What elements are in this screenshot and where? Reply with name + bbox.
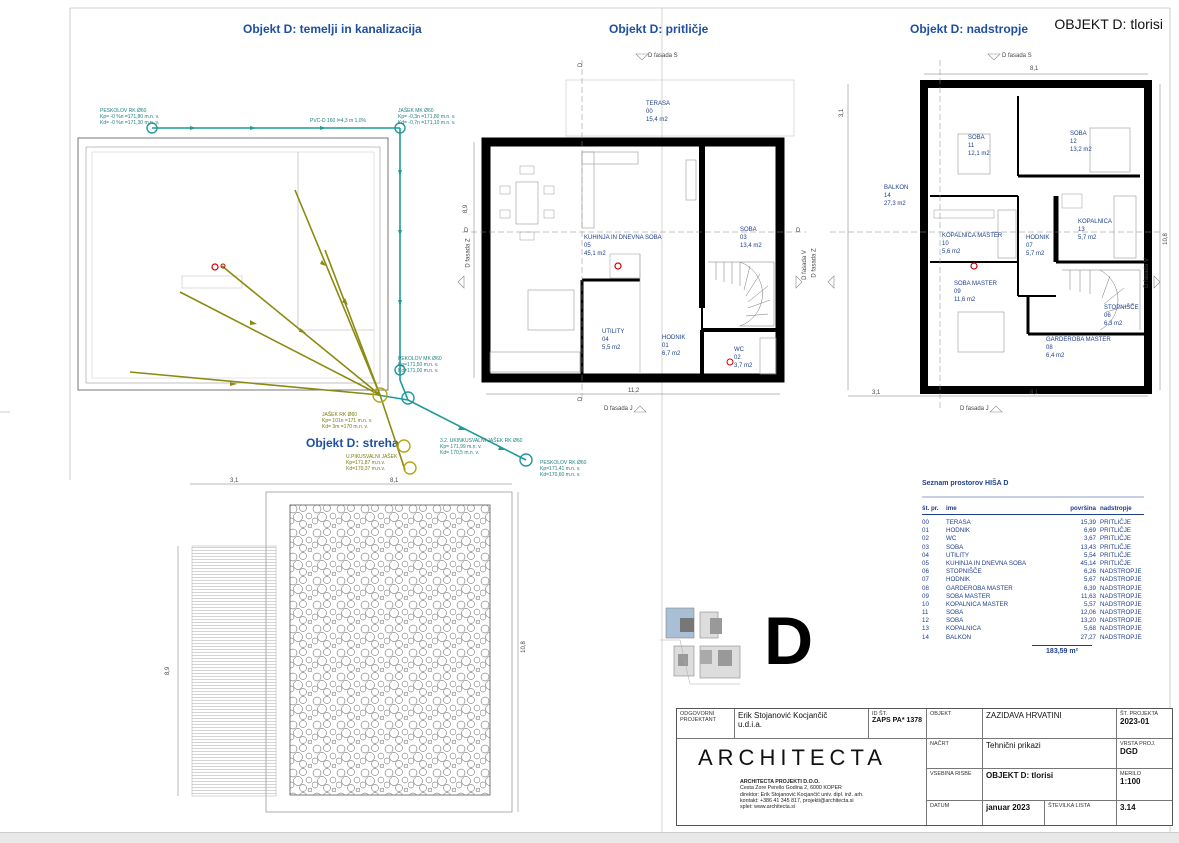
drain-label-7: 3.2. UKINKUSVALNI JAŠEK RK Ø60 Kp= 171,99 m.n. v. Kd= 170,5 m.n. v. (440, 438, 523, 456)
schedule-cell: KOPALNICA (946, 625, 981, 633)
schedule-row (922, 576, 1144, 584)
uf-facade-z: D fasada Z (811, 248, 818, 278)
key-plan (660, 608, 740, 684)
roof-plan (178, 484, 518, 812)
schedule-title: Seznam prostorov HIŠA D (922, 480, 1009, 487)
gf-facade-v: D fasada V (801, 250, 808, 280)
schedule-cell: NADSTROPJE (1100, 633, 1142, 641)
schedule-cell: 07 (922, 576, 929, 584)
tb-designer-label-cell: ODGOVORNI PROJEKTANT (677, 709, 735, 739)
header-foundations: Objekt D: temelji in kanalizacija (243, 22, 422, 36)
schedule-cell: KUHINJA IN DNEVNA SOBA (946, 559, 1027, 567)
architecta-logo: ARCHITECTA (698, 745, 887, 770)
tb-type-cell: VRSTA PROJ. DGD (1117, 739, 1172, 769)
roof-dim-top-a: 3,1 (230, 478, 239, 484)
gf-axis-bottom: D (578, 396, 585, 402)
gf-facade-z: D fasada Z (465, 238, 472, 268)
room-label-soba-12: SOBA 12 13,2 m2 (1070, 131, 1092, 153)
schedule-cell: SOBA (946, 617, 964, 625)
schedule-cell: 01 (922, 527, 929, 535)
schedule-cell: NADSTROPJE (1100, 617, 1142, 625)
room-label-kopalnica-master: KOPALNICA MASTER 10 5,6 m2 (942, 233, 1003, 255)
schedule-cell: 10 (922, 600, 929, 608)
schedule-header: št. pr. ime površina nadstropje (922, 505, 1144, 515)
schedule-cell: 5,67 (1083, 576, 1096, 584)
header-upper-floor: Objekt D: nadstropje (910, 22, 1029, 36)
schedule-row (922, 535, 1144, 543)
uf-dim-bottom: 8,1 (1030, 390, 1039, 396)
schedule-cell: NADSTROPJE (1100, 568, 1142, 576)
schedule-row (922, 617, 1144, 625)
gf-dim-width: 11,2 (628, 388, 640, 394)
schedule-cell: HODNIK (946, 527, 971, 535)
schedule-cell: 15,39 (1080, 519, 1096, 526)
drain-label-6: U.PIKUSVALNI JAŠEK Kp=171,87 m.n.v. Kd=170,37 m.n.v. (346, 454, 398, 472)
foundation-plan (78, 123, 532, 474)
schedule-cell: 6,39 (1083, 584, 1096, 592)
drain-label-3: PVC-D 160 l=4,3 m 1,0% (310, 118, 367, 124)
schedule-cell: SOBA (946, 543, 964, 551)
schedule-cell: PRITLIČJE (1100, 543, 1131, 551)
gf-facade-s: D fasada S (648, 53, 678, 59)
tb-sheet-cell: 3.14 (1120, 803, 1136, 812)
room-label-garderoba: GARDEROBA MASTER 08 6,4 m2 (1046, 337, 1111, 359)
schedule-cell: 6,26 (1083, 568, 1096, 576)
schedule-cell: PRITLIČJE (1100, 519, 1131, 526)
schedule-cell: 04 (922, 551, 929, 559)
gf-dim-left: 8,9 (463, 204, 470, 214)
room-label-terasa: TERASA 00 15,4 m2 (646, 101, 671, 123)
schedule-cell: KOPALNICA MASTER (946, 600, 1009, 608)
schedule-cell: 00 (922, 519, 929, 526)
roof-dim-left: 8,9 (165, 666, 172, 676)
schedule-cell: WC (946, 535, 957, 543)
schedule-cell: 13,43 (1080, 543, 1096, 551)
room-label-soba-master: SOBA MASTER 09 11,6 m2 (954, 281, 998, 303)
uf-dim-left-small: 3,1 (872, 390, 881, 396)
room-label-utility: UTILITY 04 5,5 m2 (602, 329, 625, 351)
schedule-rows (922, 519, 1144, 642)
header-ground-floor: Objekt D: pritličje (609, 22, 709, 36)
drain-label-1: PESKOLOV RK Ø60 Kp= -0 %n =171,80 m.n. v. Kd= -0 %n =171,30 m.n. v. (100, 108, 160, 126)
schedule-cell: 06 (922, 568, 929, 576)
room-schedule (922, 480, 1144, 655)
schedule-cell: 11,63 (1080, 592, 1096, 600)
room-label-hodnik-01: HODNIK 01 6,7 m2 (662, 335, 686, 357)
schedule-row (922, 527, 1144, 535)
gf-axis-right: D (796, 228, 801, 234)
schedule-cell: 12 (922, 617, 929, 625)
tb-project-no-cell: ŠT. PROJEKTA 2023-01 (1117, 709, 1172, 739)
schedule-row (922, 593, 1144, 601)
schedule-row (922, 634, 1144, 642)
tb-date-label-cell: DATUM (927, 801, 983, 825)
tb-object-cell: ZAZIDAVA HRVATINI (983, 709, 1117, 739)
tb-scale-cell: MERILO 1:100 (1117, 769, 1172, 801)
schedule-cell: 13,20 (1080, 617, 1096, 625)
sheet-title: OBJEKT D: tlorisi (1054, 16, 1163, 32)
tb-drawing-cell: OBJEKT D: tlorisi (983, 769, 1117, 801)
schedule-cell: HODNIK (946, 576, 971, 584)
schedule-cell: PRITLIČJE (1100, 559, 1131, 567)
room-label-wc: WC 02 3,7 m2 (734, 347, 753, 369)
schedule-cell: PRITLIČJE (1100, 527, 1131, 535)
uf-facade-v: D fasada V (1143, 258, 1150, 288)
gf-dim-terrace: 3,1 (839, 108, 846, 118)
schedule-total: 183,59 m² (1032, 645, 1092, 655)
schedule-cell: NADSTROPJE (1100, 592, 1142, 600)
schedule-row (922, 552, 1144, 560)
company-info: ARCHITECTA PROJEKTI D.O.O. Cesta Zore Perello Godina 2, 6000 KOPER direktor: Erik Stojanović Kocjančič univ. dipl. inž. arh. kontakt: +386 41 345 817, projekti@architecta.si splet: www.architecta.si (740, 779, 864, 811)
uf-facade-s: D fasada S (1002, 53, 1032, 59)
schedule-row (922, 585, 1144, 593)
drain-label-2: JAŠEK MK Ø60 Kp= -0,3n =171,80 m.n. v. Kd= -0,7n =171,10 m.n. v. (398, 108, 456, 126)
room-label-soba-03: SOBA 03 13,4 m2 (740, 227, 762, 249)
schedule-cell: 6,69 (1083, 527, 1096, 535)
room-label-hodnik-07: HODNIK 07 5,7 m2 (1026, 235, 1050, 257)
roof-dim-right: 10,8 (520, 641, 527, 653)
schedule-cell: SOBA MASTER (946, 592, 991, 600)
drain-label-5: JAŠEK RK Ø60 Kp= 101n =171 m.n. v. Kd= 3m =170 m.n. v. (322, 412, 373, 430)
schedule-cell: 5,54 (1083, 551, 1096, 559)
tb-date-cell: januar 2023 (983, 801, 1045, 825)
schedule-cell: 45,14 (1080, 559, 1096, 567)
drain-label-4: PEKOLOV MK Ø60 Kp=171,50 m.n. v. Kd=171,00 m.n. v. (398, 356, 442, 374)
tb-id-cell: ID ŠT. ZAPS PA* 1378 (869, 709, 927, 739)
schedule-cell: PRITLIČJE (1100, 551, 1131, 559)
schedule-cell: NADSTROPJE (1100, 576, 1142, 584)
schedule-cell: NADSTROPJE (1100, 609, 1142, 617)
schedule-cell: NADSTROPJE (1100, 625, 1142, 633)
schedule-cell: STOPNIŠČE (946, 568, 982, 576)
tb-part-label-cell: NAČRT (927, 739, 983, 769)
schedule-row (922, 609, 1144, 617)
schedule-cell: GARDEROBA MASTER (946, 584, 1013, 592)
tb-part-cell: Tehnični prikazi (983, 739, 1117, 769)
room-label-balkon: BALKON 14 27,3 m2 (884, 185, 909, 207)
schedule-cell: NADSTROPJE (1100, 600, 1142, 608)
schedule-cell: BALKON (946, 633, 972, 641)
schedule-cell: 05 (922, 559, 929, 567)
schedule-row (922, 544, 1144, 552)
schedule-cell: 3,67 (1083, 535, 1096, 543)
schedule-cell: 5,57 (1083, 600, 1096, 608)
gf-axis-top: D (578, 62, 585, 68)
object-letter: D (764, 603, 814, 679)
tb-designer-cell: Erik Stojanović Kocjančič u.d.i.a. (735, 709, 869, 739)
room-label-kopalnica-13: KOPALNICA 13 5,7 m2 (1078, 219, 1112, 241)
schedule-row (922, 519, 1144, 527)
schedule-cell: NADSTROPJE (1100, 584, 1142, 592)
schedule-cell: SOBA (946, 609, 964, 617)
room-label-kitchen: KUHINJA IN DNEVNA SOBA 05 45,1 m2 (584, 235, 662, 257)
room-label-stopnisce: STOPNIŠČE 06 6,3 m2 (1104, 305, 1139, 327)
tb-object-label-cell: OBJEKT (927, 709, 983, 739)
schedule-row (922, 568, 1144, 576)
uf-dim-top: 8,1 (1030, 66, 1039, 72)
gf-axis-left: D (464, 228, 469, 234)
uf-facade-j: D fasada J (960, 406, 989, 412)
roof-dim-top-b: 8,1 (390, 478, 399, 484)
tb-drawing-label-cell: VSEBINA RISBE (927, 769, 983, 801)
schedule-cell: 12,06 (1080, 609, 1096, 617)
schedule-cell: 27,27 (1080, 633, 1096, 641)
schedule-cell: TERASA (946, 519, 971, 526)
schedule-cell: 09 (922, 592, 929, 600)
schedule-row (922, 601, 1144, 609)
uf-dim-height: 10,8 (1162, 233, 1169, 245)
schedule-row (922, 625, 1144, 633)
tb-sheet-label-cell: ŠTEVILKA LISTA (1045, 801, 1117, 825)
drain-label-8: PESKOLOV RK Ø60 Kp=171,41 m.n. v. Kd=170,60 m.n. v. (540, 460, 587, 478)
schedule-cell: 03 (922, 543, 929, 551)
bottom-strip (0, 832, 1179, 843)
schedule-cell: 08 (922, 584, 929, 592)
gf-facade-j: D fasada J (604, 406, 633, 412)
schedule-cell: UTILITY (946, 551, 970, 559)
schedule-cell: 02 (922, 535, 929, 543)
schedule-cell: 14 (922, 633, 929, 641)
header-roof: Objekt D: streha (306, 436, 399, 450)
schedule-cell: PRITLIČJE (1100, 535, 1131, 543)
schedule-cell: 5,68 (1083, 625, 1096, 633)
schedule-cell: 13 (922, 625, 929, 633)
schedule-cell: 11 (922, 609, 929, 617)
schedule-row (922, 560, 1144, 568)
room-label-soba-11: SOBA 11 12,1 m2 (968, 135, 990, 157)
